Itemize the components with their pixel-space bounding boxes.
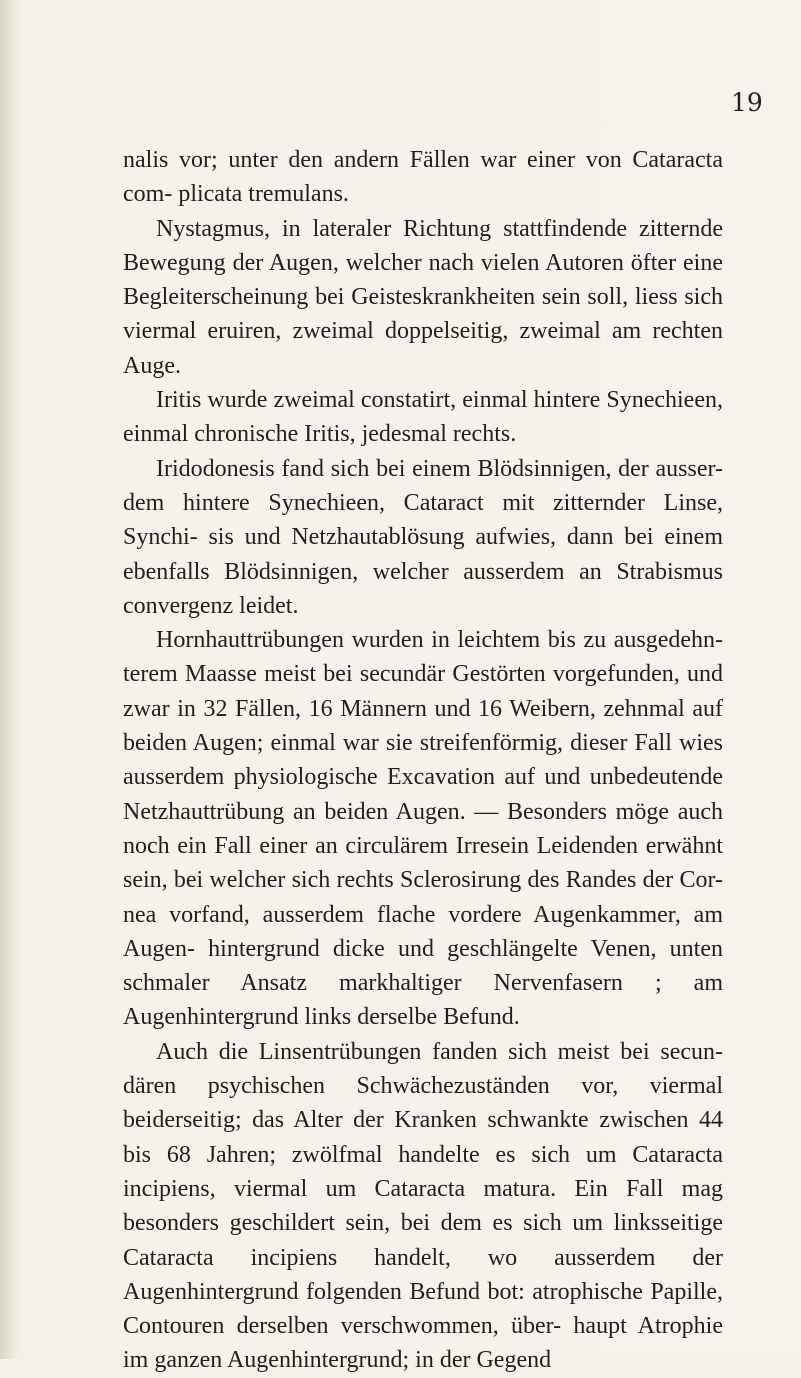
paragraph-linsentruebungen: Auch die Linsentrübungen fanden sich meist bei secun- dären psychischen Schwächezuständen vor, viermal beiderseitig; das Alter der Kranken schwankte zwischen 44 bis 68 Jahren; zwölfmal handelte es sich um Cataracta incipiens, viermal um Cataracta matura. Ein Fall mag besonders geschildert sein, bei dem es sich um linksseitige Cataracta incipiens handelt, wo ausserdem der Augenhintergrund folgenden Befund bot: atrophische Papille, Contouren derselben verschwommen, über- haupt Atrophie im ganzen Augenhintergrund; in der Gegend: [123, 1038, 723, 1374]
paragraph-nystagmus: Nystagmus, in lateraler Richtung stattfindende zitternde Bewegung der Augen, welcher nach vielen Autoren öfter eine Begleiterscheinung bei Geisteskrankheiten sein soll, liess sich viermal eruiren, zweimal doppelseitig, zweimal am rechten Auge.: [123, 215, 723, 379]
paragraph-hornhauttruebungen: Hornhauttrübungen wurden in leichtem bis zu ausgedehn- terem Maasse meist bei secundär Gestörten vorgefunden, und zwar in 32 Fällen, 16 Männern und 16 Weibern, zehnmal auf beiden Augen; einmal war sie streifenförmig, dieser Fall wies ausserdem physiologische Excavation auf und unbedeutende Netzhauttrübung an beiden Augen. — Besonders möge auch noch ein Fall einer an circulärem Irresein Leidenden erwähnt sein, bei welcher sich rechts Sclerosirung des Randes der Cor- nea vorfand, ausserdem flache vordere Augenkammer, am Augen- hintergrund dicke und geschlängelte Venen, unten schmaler Ansatz markhaltiger Nervenfasern ; am Augenhintergrund links derselbe Befund.: [123, 627, 723, 1031]
paragraph-continuation: nalis vor; unter den andern Fällen war einer von Cataracta com- plicata tremulans.: [123, 147, 723, 208]
paragraph-iridodonesis: Iridodonesis fand sich bei einem Blödsinnigen, der ausser- dem hintere Synechieen, Cataract mit zitternder Linse, Synchi- sis und Netzhautablösung aufwies, dann bei einem ebenfalls Blödsinnigen, welcher ausserdem an Strabismus convergenz leidet.: [123, 455, 723, 619]
paragraph-iritis: Iritis wurde zweimal constatirt, einmal hintere Synechieen, einmal chronische Iritis, jedesmal rechts.: [123, 387, 723, 448]
page-number: 19: [731, 88, 763, 117]
body-text: [123, 143, 723, 1378]
page-spine-shadow: [0, 0, 14, 1359]
